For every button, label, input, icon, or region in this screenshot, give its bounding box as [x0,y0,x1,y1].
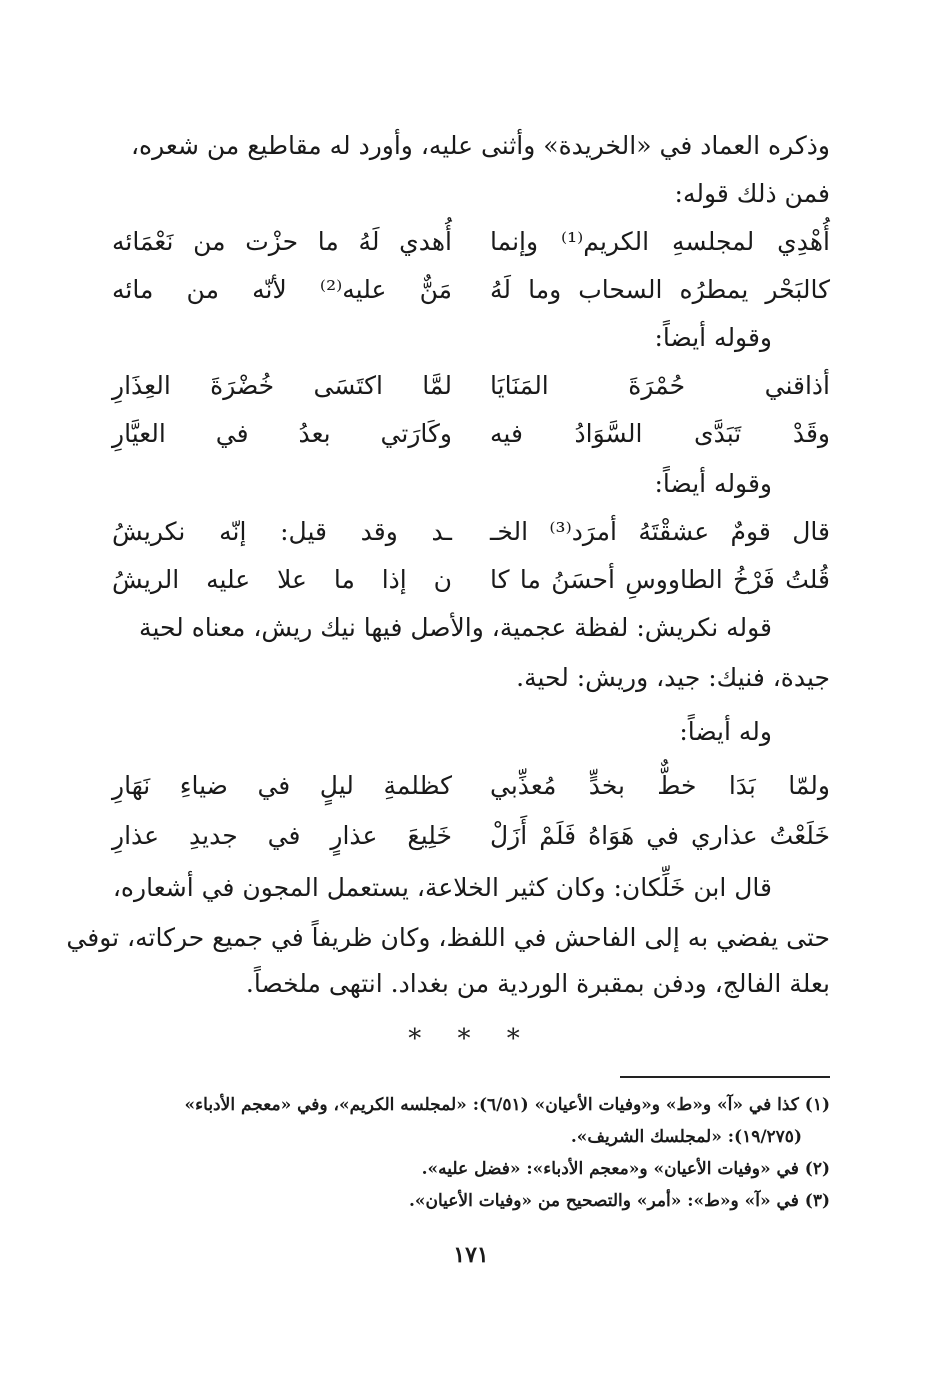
poem1-verse2-left: مَنٌّ عليه⁽²⁾ لأنّه من مائه [112,275,452,304]
poem2-verse2-left: وكَارَتي بعدُ في العيَّارِ [112,419,452,448]
section-separator: * * * [408,1024,534,1054]
intro-line-1: وذكره العماد في «الخريدة» وأثنى عليه، وأورد له مقاطيع من شعره، [130,131,830,160]
poem2-verse2-right: وقَدْ تَبَدَّى السَّوَادُ فيه [490,419,830,448]
poem4-verse1-right: ولمّا بَدَا خطٌّ بخدٍّ مُعذِّبي [490,771,830,800]
poem3-verse1-left: ـد وقد قيل: إنّه نكريشُ [112,517,452,546]
footnote-2: (٢) في «وفيات الأعيان» و«معجم الأدباء»: «فضل عليه». [421,1159,830,1179]
poem3-verse2-right: قُلتُ فَرْخُ الطاووسِ أحسَنُ ما كا [490,565,830,594]
heading-also-2: وقوله أيضاً: [654,469,772,498]
poem3-verse1-right: قال قومٌ عشقْتَهُ أمرَد⁽³⁾ الخـ [490,517,830,546]
poem2-verse1-right: أذاقني حُمْرَةَ المَنَايَا [490,371,830,400]
poem3-verse2-left: ن إذا ما علا عليه الريشُ [112,565,452,594]
footnote-rule [620,1076,830,1078]
footnote-1-line-1: (١) كذا في «آ» و«ط» و«وفيات الأعيان» (٦/٥١): «لمجلسه الكريم»، وفي «معجم الأدباء» [184,1095,830,1115]
page-number: ١٧١ [453,1242,489,1268]
heading-also-1: وقوله أيضاً: [654,323,772,352]
poem4-verse2-right: خَلَعْتُ عذاري في هَوَاهُ فَلَمْ أَزَلْ [490,821,830,850]
poem4-verse1-left: كظلمةِ ليلٍ في ضياءِ نَهَارِ [112,771,452,800]
intro-line-2: فمن ذلك قوله: [674,179,830,208]
poem1-verse1-right: أُهْدِي لمجلسهِ الكريم⁽¹⁾ وإنما [490,227,830,256]
footnote-3: (٣) في «آ» و«ط»: «أمر» والتصحيح من «وفيات الأعيان». [408,1191,830,1211]
poem1-verse1-left: أُهدي لَهُ ما حزْت من نَعْمَائه [112,227,452,256]
closing-line-3: بعلة الفالج، ودفن بمقبرة الوردية من بغداد. انتهى ملخصاً. [245,969,830,998]
poem1-verse2-right: كالبَحْر يمطرُه السحاب وما لَهُ [490,275,830,304]
explanation-line-1: قوله نكريش: لفظة عجمية، والأصل فيها نيك ريش، معناه لحية [139,613,772,642]
poem2-verse1-left: لمَّا اكتَسَى خُضْرَةَ العِذَارِ [112,371,452,400]
closing-line-1: قال ابن خَلِّكان: وكان كثير الخلاعة، يستعمل المجون في أشعاره، [112,873,772,902]
poem4-verse2-left: خَلِيعَ عذارٍ في جديدِ عذارِ [112,821,452,850]
explanation-line-2: جيدة، فنيك: جيد، وريش: لحية. [516,663,830,692]
footnote-1-line-2: (١٩/٢٧٥): «لمجلسك الشريف». [570,1127,802,1147]
heading-also-3: وله أيضاً: [679,717,772,746]
closing-line-2: حتى يفضي به إلى الفاحش في اللفظ، وكان ظريفاً في جميع حركاته، توفي [66,923,830,952]
